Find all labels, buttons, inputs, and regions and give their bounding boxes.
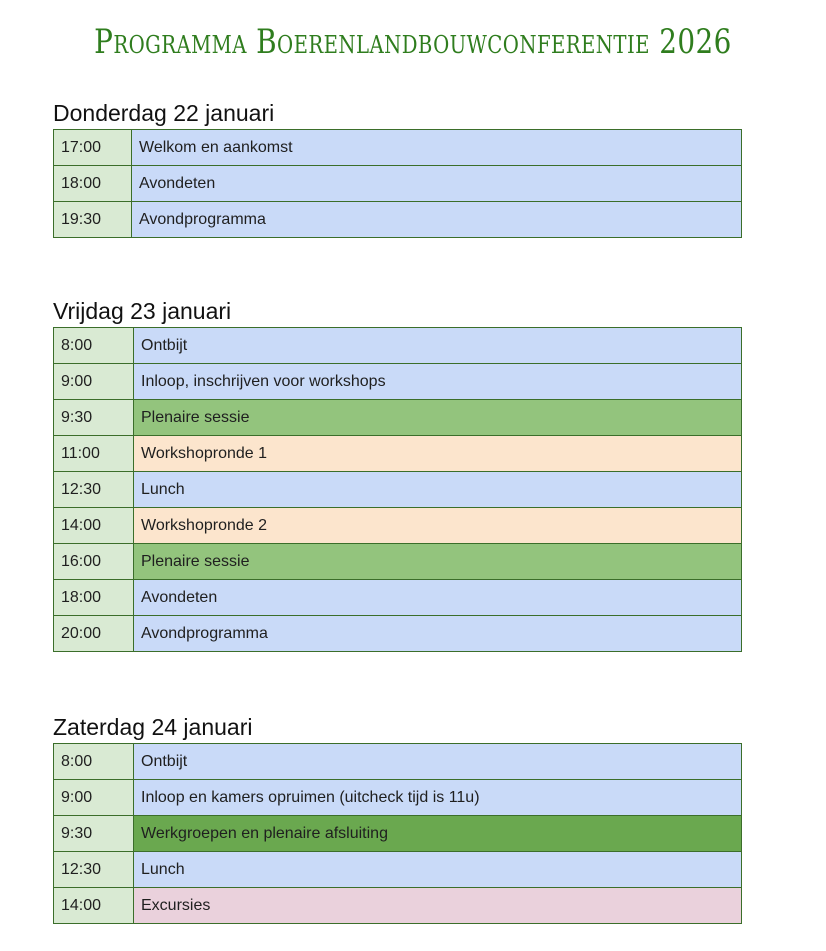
activity-cell: Inloop en kamers opruimen (uitcheck tijd is 11u) [134, 780, 742, 816]
time-cell: 9:00 [54, 364, 134, 400]
table-row [54, 544, 742, 580]
day-heading: Vrijdag 23 januari [53, 298, 232, 324]
time-cell: 12:30 [54, 472, 134, 508]
table-row [54, 130, 742, 166]
time-cell: 18:00 [54, 580, 134, 616]
activity-cell: Ontbijt [134, 744, 742, 780]
activity-cell: Lunch [134, 852, 742, 888]
activity-cell: Avondprogramma [132, 202, 742, 238]
table-row [54, 472, 742, 508]
activity-cell: Plenaire sessie [134, 544, 742, 580]
table-row [54, 744, 742, 780]
activity-cell: Welkom en aankomst [132, 130, 742, 166]
activity-cell: Workshopronde 1 [134, 436, 742, 472]
time-cell: 18:00 [54, 166, 132, 202]
activity-cell: Ontbijt [134, 328, 742, 364]
table-row [54, 888, 742, 924]
table-row [54, 580, 742, 616]
time-cell: 9:00 [54, 780, 134, 816]
table-row [54, 166, 742, 202]
page-title: Programma Boerenlandbouwconferentie 2026 [94, 22, 732, 62]
day-section-thursday [53, 99, 743, 238]
time-cell: 11:00 [54, 436, 134, 472]
table-row [54, 852, 742, 888]
time-cell: 14:00 [54, 508, 134, 544]
time-cell: 17:00 [54, 130, 132, 166]
table-row [54, 780, 742, 816]
schedule-table [53, 327, 742, 652]
activity-cell: Inloop, inschrijven voor workshops [134, 364, 742, 400]
schedule-table [53, 129, 742, 238]
day-section-saturday [53, 713, 743, 924]
activity-cell: Plenaire sessie [134, 400, 742, 436]
time-cell: 8:00 [54, 328, 134, 364]
time-cell: 12:30 [54, 852, 134, 888]
day-heading: Donderdag 22 januari [53, 100, 275, 126]
time-cell: 8:00 [54, 744, 134, 780]
table-row [54, 328, 742, 364]
day-heading: Zaterdag 24 januari [53, 714, 253, 740]
table-row [54, 202, 742, 238]
time-cell: 19:30 [54, 202, 132, 238]
activity-cell: Avondeten [134, 580, 742, 616]
table-row [54, 816, 742, 852]
table-row [54, 508, 742, 544]
activity-cell: Avondeten [132, 166, 742, 202]
time-cell: 9:30 [54, 816, 134, 852]
schedule-table [53, 743, 742, 924]
activity-cell: Lunch [134, 472, 742, 508]
activity-cell: Werkgroepen en plenaire afsluiting [134, 816, 742, 852]
table-row [54, 364, 742, 400]
activity-cell: Excursies [134, 888, 742, 924]
table-row [54, 436, 742, 472]
time-cell: 14:00 [54, 888, 134, 924]
table-row [54, 616, 742, 652]
time-cell: 20:00 [54, 616, 134, 652]
activity-cell: Workshopronde 2 [134, 508, 742, 544]
day-section-friday [53, 297, 743, 652]
time-cell: 9:30 [54, 400, 134, 436]
time-cell: 16:00 [54, 544, 134, 580]
activity-cell: Avondprogramma [134, 616, 742, 652]
table-row [54, 400, 742, 436]
